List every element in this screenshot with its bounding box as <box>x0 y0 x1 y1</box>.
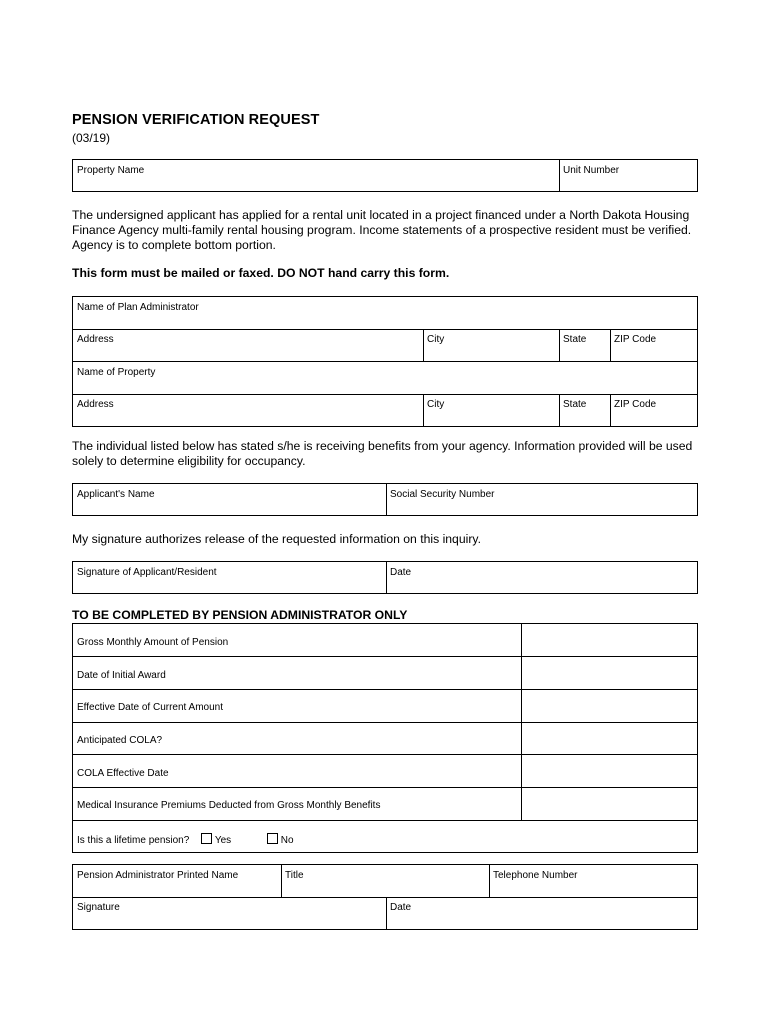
anticipated-cola-label: Anticipated COLA? <box>77 735 163 746</box>
property-city-field[interactable]: City <box>427 399 445 410</box>
lifetime-pension-question: Is this a lifetime pension? <box>77 835 190 846</box>
no-label: No <box>280 835 294 846</box>
administrator-info-box <box>72 296 698 427</box>
lifetime-pension-row <box>77 833 294 846</box>
intro-paragraph: The undersigned applicant has applied for a rental unit located in a project financed under a North Dakota Housing Finance Agency multi-family rental housing program. Income statements of a prospective resident must be verified. Agency is to complete bottom portion. <box>72 208 692 252</box>
date-initial-award-input[interactable] <box>523 658 695 688</box>
effective-date-input[interactable] <box>523 691 695 721</box>
administrator-section-heading: TO BE COMPLETED BY PENSION ADMINISTRATOR ONLY <box>72 608 408 622</box>
administrator-title-field[interactable]: Title <box>285 870 304 881</box>
property-state-field[interactable]: State <box>563 399 587 410</box>
administrator-telephone-field[interactable]: Telephone Number <box>493 870 578 881</box>
no-checkbox[interactable] <box>267 833 278 844</box>
cola-effective-date-input[interactable] <box>523 756 695 786</box>
yes-label: Yes <box>214 835 232 846</box>
applicant-date-field[interactable]: Date <box>390 567 412 578</box>
property-box <box>72 159 698 192</box>
property-name-admin-field[interactable]: Name of Property <box>77 367 156 378</box>
authorization-paragraph: My signature authorizes release of the requested information on this inquiry. <box>72 532 481 546</box>
date-initial-award-label: Date of Initial Award <box>77 670 166 681</box>
plan-administrator-field[interactable]: Name of Plan Administrator <box>77 302 199 313</box>
admin-zip-field[interactable]: ZIP Code <box>614 334 657 345</box>
effective-date-label: Effective Date of Current Amount <box>77 702 224 713</box>
ssn-field[interactable]: Social Security Number <box>390 489 495 500</box>
admin-address-field[interactable]: Address <box>77 334 114 345</box>
property-name-field[interactable]: Property Name <box>77 165 145 176</box>
applicant-signature-field[interactable]: Signature of Applicant/Resident <box>77 567 217 578</box>
individual-paragraph: The individual listed below has stated s/he is receiving benefits from your agency. Information provided will be used solely to determine eligibility for occupancy. <box>72 439 693 468</box>
yes-checkbox[interactable] <box>201 833 212 844</box>
admin-city-field[interactable]: City <box>427 334 445 345</box>
form-revision: (03/19) <box>72 131 111 145</box>
mail-notice: This form must be mailed or faxed. DO NOT hand carry this form. <box>72 266 450 280</box>
medical-premiums-label: Medical Insurance Premiums Deducted from Gross Monthly Benefits <box>77 800 381 811</box>
anticipated-cola-input[interactable] <box>523 724 695 753</box>
administrator-printed-name-field[interactable]: Pension Administrator Printed Name <box>77 870 239 881</box>
property-address-field[interactable]: Address <box>77 399 114 410</box>
applicant-signature-box <box>72 561 698 594</box>
medical-premiums-input[interactable] <box>523 789 695 819</box>
admin-state-field[interactable]: State <box>563 334 587 345</box>
administrator-signature-field[interactable]: Signature <box>77 902 120 913</box>
administrator-date-field[interactable]: Date <box>390 902 412 913</box>
applicant-name-field[interactable]: Applicant's Name <box>77 489 155 500</box>
cola-effective-date-label: COLA Effective Date <box>77 768 169 779</box>
gross-monthly-amount-label: Gross Monthly Amount of Pension <box>77 637 229 648</box>
administrator-signoff-box <box>72 864 698 930</box>
applicant-box <box>72 483 698 516</box>
pension-details-table <box>72 623 698 853</box>
gross-monthly-amount-input[interactable] <box>523 625 695 655</box>
unit-number-field[interactable]: Unit Number <box>563 165 620 176</box>
form-title: PENSION VERIFICATION REQUEST <box>72 112 320 128</box>
property-zip-field[interactable]: ZIP Code <box>614 399 657 410</box>
